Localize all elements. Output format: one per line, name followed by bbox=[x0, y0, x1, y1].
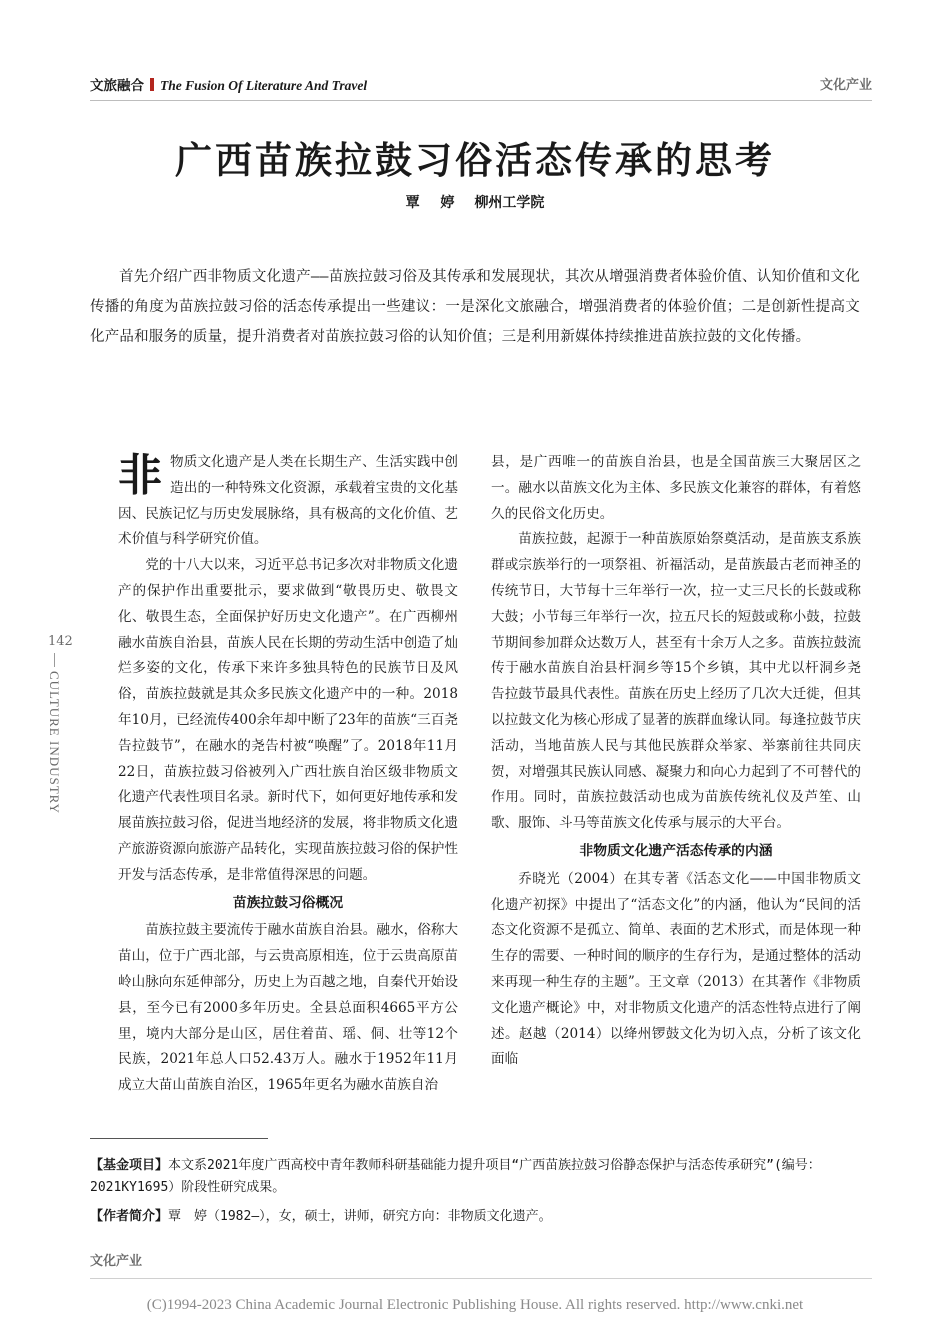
byline bbox=[0, 192, 950, 212]
fund-label: 【基金项目】 bbox=[90, 1158, 169, 1173]
section-name-cn: 文旅融合 bbox=[90, 78, 144, 94]
paragraph: 苗族拉鼓，起源于一种苗族原始祭奠活动，是苗族支系族群或宗族举行的一项祭祖、祈福活动，是苗族最古老而神圣的传统节日，大节每十三年举行一次，拉一丈三尺长的长鼓或称大鼓；小节每三年举行一次，拉五尺长的短鼓或称小鼓，拉鼓节期间参加群众达数万人，甚至有十余万人之多。苗族拉鼓流传于融水苗族自治县杆洞乡等15个乡镇，其中尤以杆洞乡尧告拉鼓节最具代表性。苗族在历史上经历了几次大迁徙，但其以拉鼓文化为核心形成了显著的族群血缘认同。每逢拉鼓节庆活动，当地苗族人民与其他民族群众举家、举寨前往共同庆贺，对增强其民族认同感、凝聚力和向心力起到了不可替代的作用。同时，苗族拉鼓活动也成为苗族传统礼仪及芦笙、山歌、服饰、斗马等苗族文化传承与展示的大平台。 bbox=[491, 531, 861, 832]
author-bio-label: 【作者简介】 bbox=[90, 1209, 169, 1224]
vertical-journal-label: CULTURE INDUSTRY bbox=[47, 671, 62, 815]
side-margin-label bbox=[46, 634, 73, 818]
footnote-author bbox=[90, 1206, 880, 1228]
section-heading: 苗族拉鼓习俗概况 bbox=[232, 894, 344, 911]
journal-section-header bbox=[90, 74, 367, 94]
section-separator-bar bbox=[150, 78, 154, 91]
footer-divider bbox=[90, 1278, 872, 1279]
article-title: 广西苗族拉鼓习俗活态传承的思考 bbox=[175, 139, 775, 182]
fund-text: 本文系2021年度广西高校中青年教师科研基础能力提升项目“广西苗族拉鼓习俗静态保护与活态传承研究”(编号：2021KY1695）阶段性研究成果。 bbox=[90, 1158, 821, 1195]
paragraph: 苗族拉鼓主要流传于融水苗族自治县。融水，俗称大苗山，位于广西北部，与云贵高原相连，位于云贵高原苗岭山脉向东延伸部分，历史上为百越之地，自秦代开始设县，至今已有2000多年历史。全县总面积4665平方公里，境内大部分是山区，居住着苗、瑶、侗、壮等12个民族，2021年总人口52.43万人。融水于1952年11月成立大苗山苗族自治区，1965年更名为融水苗族自治 bbox=[118, 922, 458, 1094]
paragraph bbox=[118, 450, 458, 553]
author-affiliation: 柳州工学院 bbox=[474, 195, 545, 211]
footnote-fund bbox=[90, 1155, 880, 1199]
side-divider bbox=[54, 653, 55, 667]
footer-category: 文化产业 bbox=[90, 1254, 143, 1269]
section-name-en: The Fusion Of Literature And Travel bbox=[160, 78, 368, 93]
paragraph-text: 物质文化遗产是人类在长期生产、生活实践中创造出的一种特殊文化资源，承载着宝贵的文化基因、民族记忆与历史发展脉络，具有极高的文化价值、艺术价值与科学研究价值。 bbox=[118, 454, 458, 548]
section-heading: 非物质文化遗产活态传承的内涵 bbox=[579, 842, 773, 859]
paragraph: 乔晓光（2004）在其专著《活态文化——中国非物质文化遗产初探》中提出了“活态文化”的内涵，他认为“民间的活态文化资源不是孤立、简单、表面的艺术形式，而是体现一种生存的需要、一种时间的顺序的生存行为，是通过整体的活动来再现一种生存的主题”。王文章（2013）在其著作《非物质文化遗产概论》中，对非物质文化遗产的活态性特点进行了阐述。赵越（2014）以绛州锣鼓文化为切入点，分析了该文化面临 bbox=[491, 870, 861, 1068]
paragraph: 县，是广西唯一的苗族自治县，也是全国苗族三大聚居区之一。融水以苗族文化为主体、多民族文化兼容的群体，有着悠久的民俗文化历史。 bbox=[491, 454, 861, 522]
body-column-right bbox=[491, 450, 861, 1073]
abstract: 首先介绍广西非物质文化遗产——苗族拉鼓习俗及其传承和发展现状，其次从增强消费者体验价值、认知价值和文化传播的角度为苗族拉鼓习俗的活态传承提出一些建议：一是深化文旅融合，增强消费者的体验价值；二是创新性提高文化产品和服务的质量，提升消费者对苗族拉鼓习俗的认知价值；三是利用新媒体持续推进苗族拉鼓的文化传播。 bbox=[90, 269, 860, 345]
author-name: 覃 婷 bbox=[405, 195, 463, 211]
paragraph: 党的十八大以来，习近平总书记多次对非物质文化遗产的保护作出重要批示，要求做到“敬畏历史、敬畏文化、敬畏生态，全面保护好历史文化遗产”。在广西柳州融水苗族自治县，苗族人民在长期的劳动生活中创造了灿烂多姿的文化，传承下来许多独具特色的民族节日及风俗，苗族拉鼓就是其众多民族文化遗产中的一种。2018年10月，已经流传400余年却中断了23年的苗族“三百尧告拉鼓节”，在融水的尧告村被“唤醒”了。2018年11月22日，苗族拉鼓习俗被列入广西壮族自治区级非物质文化遗产代表性项目名录。新时代下，如何更好地传承和发展苗族拉鼓习俗，促进当地经济的发展，将非物质文化遗产旅游资源向旅游产品转化，实现苗族拉鼓习俗的保护性开发与活态传承，是非常值得深思的问题。 bbox=[118, 557, 458, 883]
page-number: 142 bbox=[48, 634, 73, 649]
header-divider bbox=[90, 100, 872, 101]
body-column-left bbox=[118, 450, 458, 1099]
copyright-notice: (C)1994-2023 China Academic Journal Electronic Publishing House. All rights reserved. http://www.cnki.net bbox=[146, 1297, 804, 1313]
author-bio-text: 覃 婷（1982—），女，硕士，讲师，研究方向：非物质文化遗产。 bbox=[168, 1209, 552, 1224]
journal-category: 文化产业 bbox=[819, 78, 872, 93]
footnote-divider bbox=[90, 1138, 268, 1139]
drop-cap: 非 bbox=[118, 450, 162, 501]
